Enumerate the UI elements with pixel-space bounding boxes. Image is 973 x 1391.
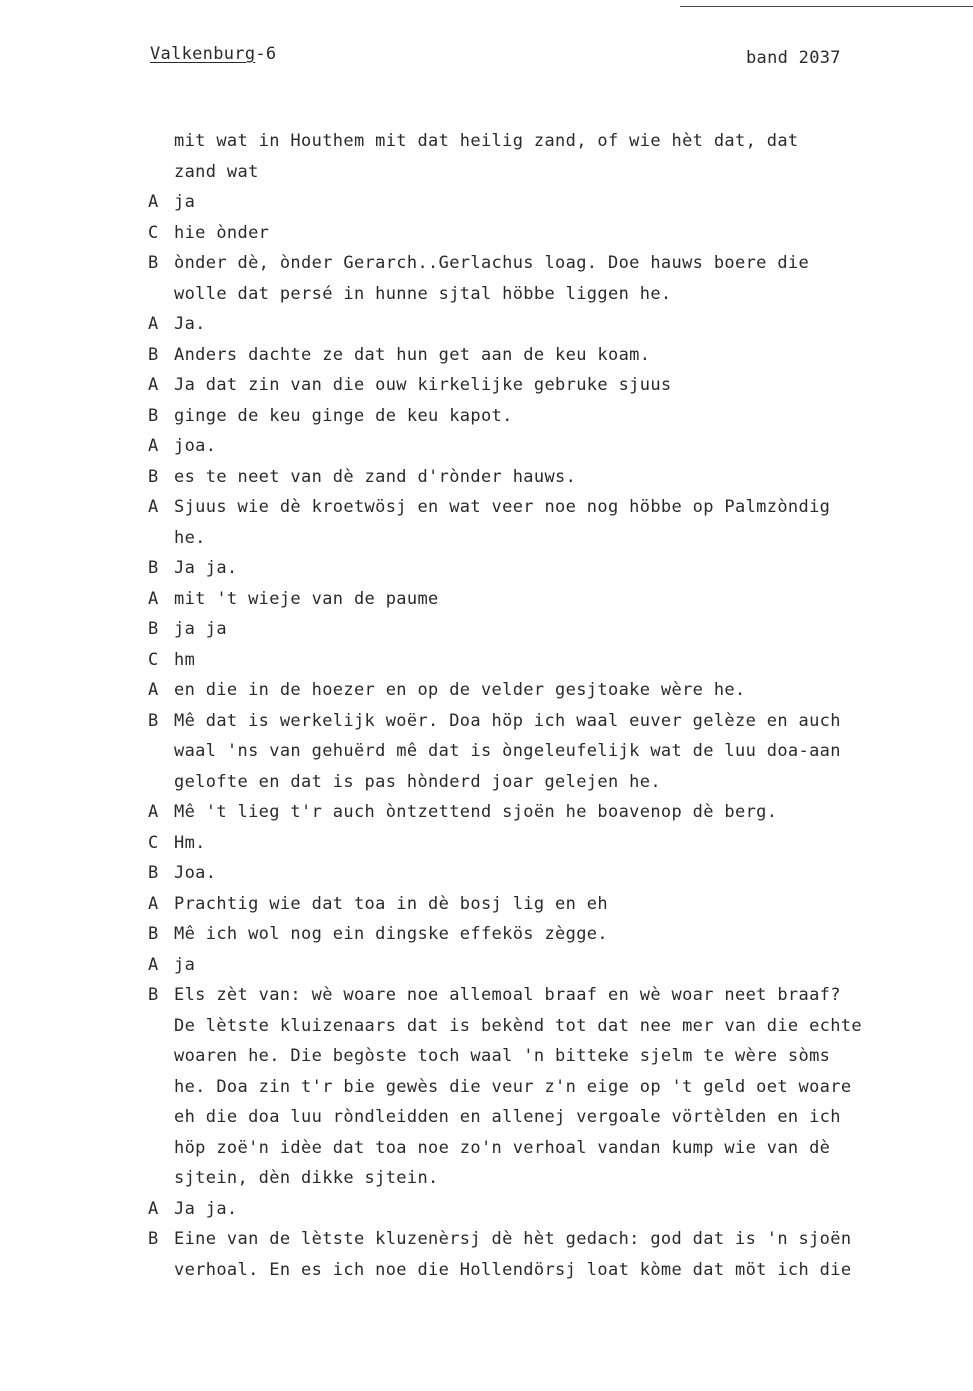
text-line: Els zèt van: wè woare noe allemoal braaf en wè woar neet braaf? (174, 985, 841, 1005)
text-line: joa. (174, 436, 217, 456)
speaker-label: A (148, 497, 159, 517)
text-line: mit 't wieje van de paume (174, 588, 439, 609)
transcript-turn (148, 401, 973, 432)
speaker-label: A (148, 1198, 159, 1219)
speaker-label: B (148, 253, 159, 273)
turn-text (174, 553, 973, 584)
transcript-turn (148, 614, 973, 645)
transcript-turn (148, 340, 973, 371)
text-line: Mê ich wol nog ein dingske effekös zègge. (174, 924, 608, 944)
transcript-turn (148, 492, 973, 553)
transcript-turn (148, 370, 973, 401)
speaker-label: B (148, 1229, 159, 1249)
text-line: hie ònder (174, 222, 270, 243)
turn-text (174, 1224, 973, 1285)
text-line: es te neet van dè zand d'rònder hauws. (174, 466, 577, 487)
text-line: ja (174, 954, 196, 975)
text-line: höp zoë'n idèe dat toa noe zo'n verhoal vandan kump wie van dè (174, 1137, 831, 1158)
speaker-label: A (148, 802, 159, 822)
speaker-label: A (148, 436, 159, 456)
speaker-label: C (148, 222, 159, 243)
text-line: ònder dè, ònder Gerarch..Gerlachus loag. Doe hauws boere die (174, 253, 810, 273)
text-line: Ja. (174, 314, 206, 334)
transcript-turn (148, 309, 973, 340)
speaker-label: A (148, 588, 159, 609)
speaker-label: B (148, 558, 159, 578)
text-line: wolle dat persé in hunne sjtal höbbe liggen he. (174, 283, 672, 304)
transcript-turn (148, 248, 973, 309)
turn-text (174, 919, 973, 950)
speaker-label: B (148, 863, 159, 883)
transcript-turn (148, 645, 973, 676)
transcript-turn (148, 553, 973, 584)
transcript-turn (148, 828, 973, 859)
transcript-turn (148, 797, 973, 828)
text-line: hm (174, 649, 196, 670)
speaker-label: C (148, 649, 159, 670)
text-line: Mê 't lieg t'r auch òntzettend sjoën he boavenop dè berg. (174, 802, 778, 822)
text-line: mit wat in Houthem mit dat heilig zand, of wie hèt dat, dat (174, 131, 799, 151)
transcript-turn (148, 919, 973, 950)
turn-text (174, 309, 973, 340)
turn-text (174, 858, 973, 889)
turn-text (174, 431, 973, 462)
turn-text (174, 401, 973, 432)
speaker-label: C (148, 832, 159, 853)
text-line: Ja ja. (174, 558, 238, 578)
turn-text (174, 218, 973, 249)
transcript-turn (148, 126, 973, 187)
speaker-label: A (148, 680, 159, 700)
speaker-label: A (148, 954, 159, 975)
transcript-turn (148, 1224, 973, 1285)
text-line: he. Doa zin t'r bie gewès die veur z'n eige op 't geld oet woare (174, 1076, 852, 1097)
speaker-label: B (148, 710, 159, 731)
transcript-turn (148, 462, 973, 493)
text-line: gelofte en dat is pas hònderd joar gelejen he. (174, 771, 661, 792)
text-line: Hm. (174, 832, 206, 853)
text-line: Prachtig wie dat toa in dè bosj lig en eh (174, 893, 608, 914)
turn-text (174, 340, 973, 371)
text-line: Joa. (174, 863, 217, 883)
text-line: Ja ja. (174, 1198, 238, 1219)
speaker-label: B (148, 924, 159, 944)
text-line: woaren he. Die begòste toch waal 'n bitteke sjelm te wère sòms (174, 1046, 831, 1066)
turn-text (174, 187, 973, 218)
transcript-turn (148, 980, 973, 1194)
text-line: ja (174, 192, 196, 212)
text-line: Sjuus wie dè kroetwösj en wat veer noe nog höbbe op Palmzòndig (174, 497, 831, 517)
speaker-label: A (148, 893, 159, 914)
speaker-label: B (148, 985, 159, 1005)
transcript (148, 126, 973, 1285)
text-line: sjtein, dèn dikke sjtein. (174, 1168, 439, 1188)
text-line: ginge de keu ginge de keu kapot. (174, 405, 513, 426)
turn-text (174, 584, 973, 615)
transcript-turn (148, 218, 973, 249)
text-line: Eine van de lètste kluzenèrsj dè hèt gedach: god dat is 'n sjoën (174, 1229, 852, 1249)
text-line: De lètste kluizenaars dat is bekènd tot dat nee mer van die echte (174, 1015, 863, 1036)
turn-text (174, 614, 973, 645)
turn-text (174, 126, 973, 187)
turn-text (174, 1194, 973, 1225)
speaker-label (148, 126, 174, 187)
turn-text (174, 706, 973, 798)
speaker-label: A (148, 314, 159, 334)
text-line: waal 'ns van gehuërd mê dat is òngeleufelijk wat de luu doa-aan (174, 741, 841, 761)
speaker-label: A (148, 375, 159, 395)
transcript-turn (148, 187, 973, 218)
text-line: Anders dachte ze dat hun get aan de keu koam. (174, 344, 651, 365)
transcript-turn (148, 889, 973, 920)
text-line: eh die doa luu ròndleidden en allenej vergoale vörtèlden en ich (174, 1107, 841, 1127)
turn-text (174, 828, 973, 859)
transcript-turn (148, 858, 973, 889)
turn-text (174, 462, 973, 493)
turn-text (174, 370, 973, 401)
text-line: Ja dat zin van die ouw kirkelijke gebruke sjuus (174, 375, 672, 395)
transcript-turn (148, 675, 973, 706)
page-title-number: -6 (255, 44, 277, 64)
turn-text (174, 980, 973, 1194)
speaker-label: B (148, 405, 159, 426)
page-title-location: Valkenburg (150, 44, 256, 64)
transcript-turn (148, 706, 973, 798)
text-line: he. (174, 527, 206, 548)
speaker-label: B (148, 466, 159, 487)
turn-text (174, 889, 973, 920)
turn-text (174, 645, 973, 676)
turn-text (174, 675, 973, 706)
speaker-label: A (148, 192, 159, 212)
text-line: en die in de hoezer en op de velder gesjtoake wère he. (174, 680, 746, 700)
page-title (150, 44, 276, 64)
turn-text (174, 797, 973, 828)
transcript-turn (148, 1194, 973, 1225)
top-rule (680, 6, 973, 7)
speaker-label: B (148, 619, 159, 639)
turn-text (174, 248, 973, 309)
turn-text (174, 492, 973, 553)
band-number: band 2037 (746, 48, 841, 68)
transcript-turn (148, 950, 973, 981)
text-line: ja ja (174, 619, 227, 639)
transcript-turn (148, 431, 973, 462)
text-line: verhoal. En es ich noe die Hollendörsj loat kòme dat möt ich die (174, 1259, 852, 1280)
transcript-turn (148, 584, 973, 615)
turn-text (174, 950, 973, 981)
text-line: Mê dat is werkelijk woër. Doa höp ich waal euver gelèze en auch (174, 710, 841, 731)
speaker-label: B (148, 344, 159, 365)
text-line: zand wat (174, 161, 259, 182)
